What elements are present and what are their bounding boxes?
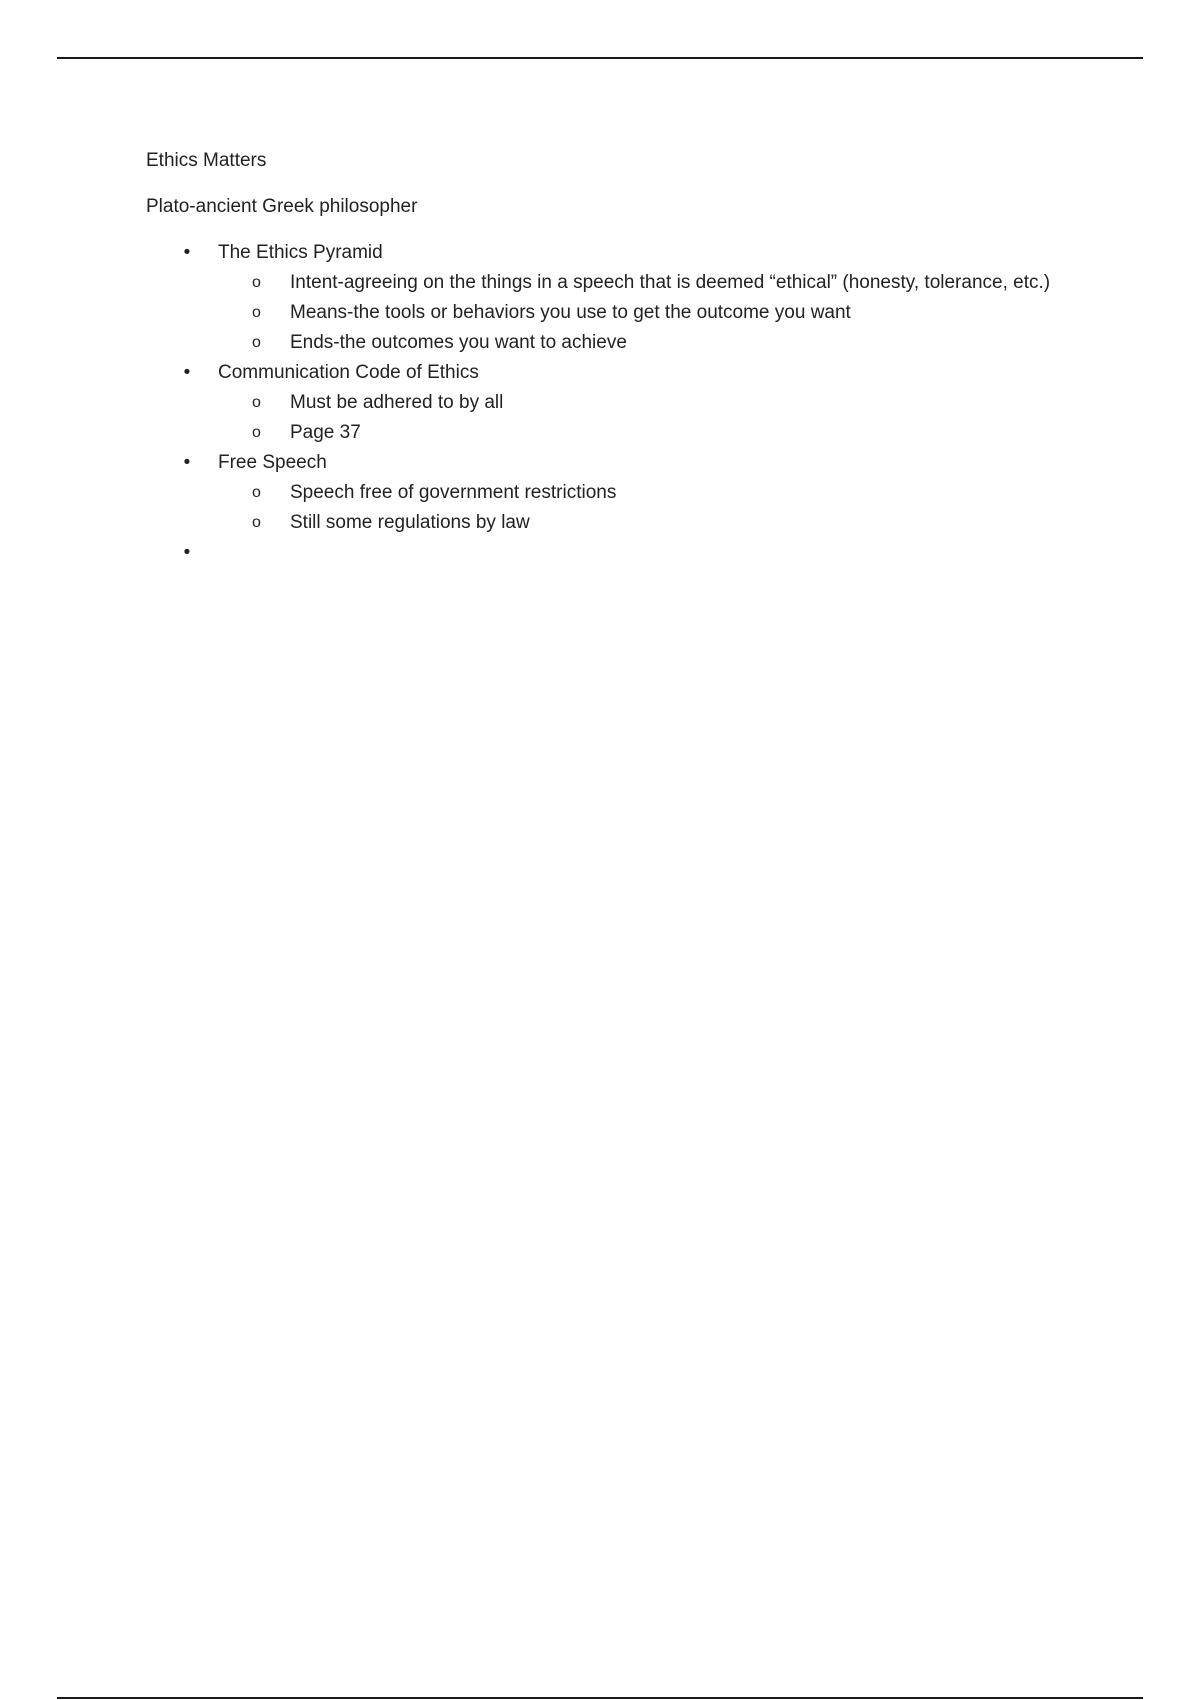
sub-bullet-icon: o: [252, 274, 261, 291]
sub-bullet-icon: o: [252, 424, 261, 441]
sub-list-item: [218, 298, 1076, 328]
list-item: [146, 238, 1076, 358]
bullet-icon: •: [183, 452, 191, 473]
sub-bullet-icon: o: [252, 484, 261, 501]
sub-list-item: [218, 418, 1076, 448]
sub-bullet-icon: o: [252, 334, 261, 351]
sub-list-item-text: Speech free of government restrictions: [290, 482, 617, 503]
sub-list-item-text: Means-the tools or behaviors you use to get the outcome you want: [290, 302, 851, 323]
bullet-icon: •: [183, 242, 191, 263]
document-title: Ethics Matters: [146, 150, 267, 171]
sub-list-item-text: Page 37: [290, 422, 361, 443]
sub-list-item-text: Intent-agreeing on the things in a speech that is deemed “ethical” (honesty, tolerance, etc.): [290, 272, 1051, 293]
sub-list-item-text: Must be adhered to by all: [290, 392, 504, 413]
sub-bullet-icon: o: [252, 394, 261, 411]
footer-rule: [57, 1697, 1143, 1699]
header-rule: [57, 57, 1143, 59]
list-item: [146, 448, 1076, 538]
sub-list-item: [218, 328, 1076, 358]
list-item-text: Free Speech: [218, 452, 327, 473]
sub-list-item-text: Ends-the outcomes you want to achieve: [290, 332, 627, 353]
sub-list: [218, 478, 1076, 538]
list-item-text: Communication Code of Ethics: [218, 362, 479, 383]
sub-bullet-icon: o: [252, 304, 261, 321]
list-item-text: [218, 542, 223, 563]
sub-list: [218, 388, 1076, 448]
sub-list-item: [218, 478, 1076, 508]
list-item-text: The Ethics Pyramid: [218, 242, 383, 263]
document-subtitle: Plato-ancient Greek philosopher: [146, 196, 418, 217]
sub-list-item: [218, 268, 1076, 298]
document-body: [146, 146, 1076, 568]
list-item: [146, 358, 1076, 448]
sub-bullet-icon: o: [252, 514, 261, 531]
sub-list-item-text: Still some regulations by law: [290, 512, 530, 533]
sub-list-item: [218, 508, 1076, 538]
bullet-icon: •: [183, 542, 191, 563]
sub-list: [218, 268, 1076, 358]
bullet-list: [146, 238, 1076, 568]
sub-list-item: [218, 388, 1076, 418]
list-item-empty: [146, 538, 1076, 568]
bullet-icon: •: [183, 362, 191, 383]
